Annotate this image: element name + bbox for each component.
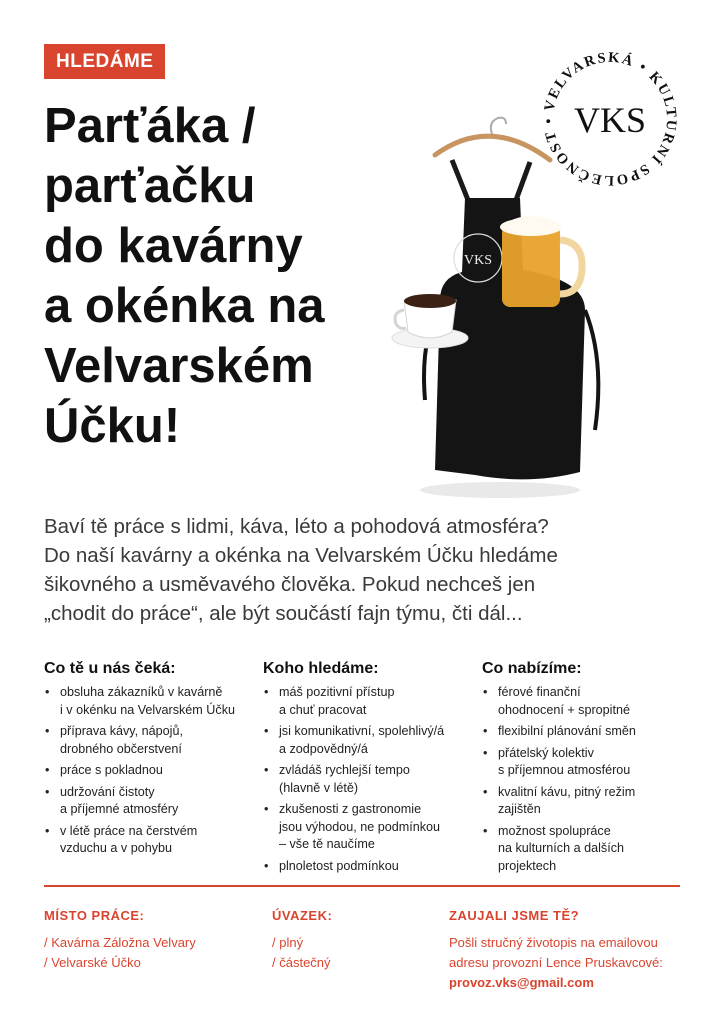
list-item-line: ohodnocení + spropitné — [498, 702, 630, 717]
headline-line: Velvarském — [44, 339, 314, 393]
hiring-badge: HLEDÁME — [44, 44, 165, 79]
headline-line: do kavárny — [44, 219, 303, 273]
list-item-line: • férové finanční — [498, 685, 581, 699]
list-item-line: • obsluha zákazníků v kavárně — [60, 685, 223, 699]
intro-paragraph — [44, 512, 684, 628]
footer-place-line: / Velvarské Účko — [44, 955, 141, 970]
list-item — [482, 784, 682, 819]
list-item-line: • jsi komunikativní, spolehlivý/á — [279, 724, 445, 738]
column-what-awaits — [44, 660, 254, 862]
headline-line: Parťáka / — [44, 99, 256, 153]
list-item-line: zajištěn — [498, 802, 541, 816]
list-item-line: • přátelský kolektiv — [498, 745, 594, 760]
list-item-line: • máš pozitivní přístup — [279, 685, 395, 699]
list-item-line: • možnost spolupráce — [498, 823, 611, 838]
intro-line: „chodit do práce“, ale být součástí fajn týmu, čti dál... — [44, 602, 523, 625]
intro-line: šikovného a usměvavého člověka. Pokud nechceš jen — [44, 573, 536, 596]
list-item-line: a příjemné atmosféry — [60, 802, 179, 816]
headline-line: a okénka na — [44, 279, 325, 333]
apron-coffee-beer-illustration-icon — [380, 100, 610, 500]
footer-contact — [449, 908, 684, 993]
list-item-line: (hlavně v létě) — [279, 780, 359, 795]
footer-place — [44, 908, 254, 973]
column-what-we-offer — [482, 660, 682, 879]
list-item — [44, 723, 254, 758]
list-item — [263, 762, 473, 797]
apron-monogram: VKS — [463, 253, 493, 268]
list-item-line: jsou výhodou, ne podmínkou — [279, 819, 441, 834]
list-item — [44, 684, 254, 719]
column-title: Co tě u nás čeká: — [44, 660, 176, 677]
list-item-line: na kulturních a dalších — [498, 841, 625, 855]
list-item-line: • kvalitní kávu, pitný režim — [498, 784, 636, 799]
footer-contact-line: Pošli stručný životopis na emailovou — [449, 935, 658, 950]
list-item-line: a chuť pracovat — [279, 702, 367, 717]
list-item — [263, 858, 473, 876]
list-item-line: vzduchu a v pohybu — [60, 841, 173, 855]
headline — [44, 96, 404, 456]
column-title: Co nabízíme: — [482, 660, 582, 677]
list-item-line: drobného občerstvení — [60, 741, 182, 756]
list-item-line: s příjemnou atmosférou — [498, 763, 631, 777]
list-item-line: • v létě práce na čerstvém — [60, 823, 198, 838]
list-item-line: – vše tě naučíme — [279, 837, 375, 851]
list-item — [263, 801, 473, 854]
headline-line: parťačku — [44, 159, 256, 213]
seal-monogram: VKS — [573, 100, 647, 140]
list-item — [44, 784, 254, 819]
contact-email-link[interactable]: provoz.vks@gmail.com — [449, 975, 594, 990]
list-item — [44, 823, 254, 858]
list-item — [263, 684, 473, 719]
list-item — [482, 684, 682, 719]
footer-contact-line: adresu provozní Lence Pruskavcové: — [449, 955, 663, 970]
list-item — [482, 723, 682, 741]
headline-line: Účku! — [44, 399, 181, 453]
list-item — [263, 723, 473, 758]
seal-ring-text: VELVARSKÁ • KULTURNÍ SPOLEČNOST • — [540, 49, 680, 189]
list-item-line: projektech — [498, 858, 557, 873]
footer-contact-title: ZAUJALI JSME TĚ? — [449, 908, 580, 923]
list-item-line: • práce s pokladnou — [60, 763, 163, 777]
divider — [44, 885, 680, 887]
footer-place-line: / Kavárna Záložna Velvary — [44, 935, 196, 950]
footer-place-title: MÍSTO PRÁCE: — [44, 908, 145, 923]
list-item — [44, 762, 254, 780]
list-item-line: • příprava kávy, nápojů, — [60, 724, 183, 738]
column-who-we-seek — [263, 660, 473, 879]
list-item-line: • plnoletost podmínkou — [279, 858, 399, 873]
column-title: Koho hledáme: — [263, 660, 379, 677]
footer-contract-line: / částečný — [272, 955, 331, 970]
list-item — [482, 823, 682, 876]
intro-line: Baví tě práce s lidmi, káva, léto a pohodová atmosféra? — [44, 515, 549, 538]
list-item-line: • zkušenosti z gastronomie — [279, 802, 422, 816]
intro-line: Do naší kavárny a okénka na Velvarském Účku hledáme — [44, 544, 558, 567]
list-item-line: i v okénku na Velvarském Účku — [60, 702, 235, 717]
list-item-line: • flexibilní plánování směn — [498, 724, 636, 738]
list-item-line: • zvládáš rychlejší tempo — [279, 763, 410, 777]
list-item-line: • udržování čistoty — [60, 784, 155, 799]
footer-contract — [272, 908, 432, 973]
list-item-line: a zodpovědný/á — [279, 741, 368, 756]
footer-contract-title: ÚVAZEK: — [272, 908, 333, 923]
list-item — [482, 745, 682, 780]
footer-contract-line: / plný — [272, 935, 304, 950]
